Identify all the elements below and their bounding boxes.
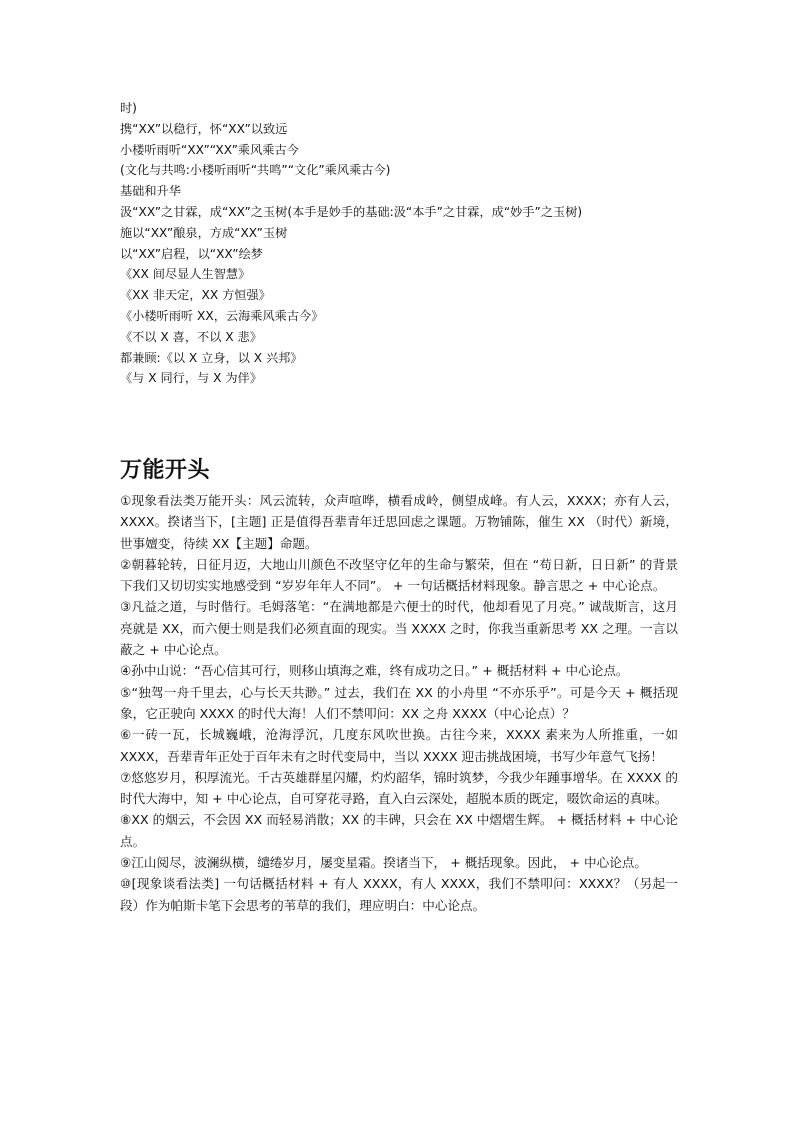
paragraph: ①现象看法类万能开头：风云流转，众声喧哗，横看成岭，侧望成峰。有人云，XXXX；亦有人云，XXXX。揆诸当下，[主题] 正是值得吾辈青年迁思回虑之课题。万物铺陈，催生 XX （时代）新境，世事嬗变，待续 XX【主题】命题。 xyxy=(120,493,678,551)
section-heading: 万能开头 xyxy=(120,458,211,483)
text-line: 施以“XX”酿泉，方成“XX”玉树 xyxy=(120,225,288,240)
text-line: 《小楼听雨听 XX，云海乘风乘古今》 xyxy=(120,308,324,323)
text-line: 携“XX”以稳行，怀“XX”以致远 xyxy=(120,121,288,136)
paragraph: ⑤“独驾一舟千里去，心与长天共渺。” 过去，我们在 XX 的小舟里 “不亦乐乎”。可是今天 + 概括现象，它正驶向 XXXX 的时代大海！人们不禁叩问：XX 之舟 XXXX（中心论点）？ xyxy=(120,684,678,721)
paragraph: ⑧XX 的烟云，不会因 XX 而轻易消散；XX 的丰碑，只会在 XX 中熠熠生辉。 + 概括材料 + 中心论点。 xyxy=(120,812,678,849)
paragraph: ③凡益之道，与时偕行。毛姆落笔：“在满地都是六便士的时代，他却看见了月亮。” 诚哉斯言，这月亮就是 XX，而六便士则是我们必须直面的现实。当 XXXX 之时，你我当重新思考 XX 之理。一言以蔽之 + 中心论点。 xyxy=(120,599,678,658)
paragraph: ⑦悠悠岁月，积厚流光。千古英雄群星闪耀，灼灼韶华，锦时筑梦，今我少年踵事增华。在 XXXX 的时代大海中，知 + 中心论点，自可穿花寻路，直入白云深处，超脱本质的既定，啜饮命运的真味。 xyxy=(120,769,678,807)
text-line: 基础和升华 xyxy=(120,184,181,199)
text-line: 以“XX”启程，以“XX”绘梦 xyxy=(120,246,263,261)
paragraph: ④孙中山说：“吾心信其可行，则移山填海之难，终有成功之日。” + 概括材料 + 中心论点。 xyxy=(120,663,629,679)
text-line: 时) xyxy=(120,101,137,115)
text-line: (文化与共鸣:小楼听雨听“共鸣”“文化”乘风乘古今) xyxy=(120,163,391,178)
text-line: 小楼听雨听“XX”“XX”乘风乘古今 xyxy=(120,142,299,157)
text-line: 《不以 X 喜，不以 X 悲》 xyxy=(120,329,262,344)
paragraph: ⑥一砖一瓦，长城巍峨，沧海浮沉，几度东风吹世换。古往今来，XXXX 素来为人所推重，一如 XXXX，吾辈青年正处于百年未有之时代变局中，当以 XXXX 迎击挑战困境，书写少年意气飞扬！ xyxy=(120,727,678,764)
text-line: 《与 X 同行，与 X 为伴》 xyxy=(120,371,262,386)
paragraph: ⑨江山阅尽，波澜纵横，缱绻岁月，屡变星霜。揆诸当下， + 概括现象。因此， + 中心论点。 xyxy=(120,855,647,871)
text-line: 都兼顾:《以 X 立身，以 X 兴邦》 xyxy=(120,350,303,365)
title-templates-list xyxy=(120,98,680,389)
openings-list xyxy=(120,490,678,916)
paragraph: ②朝暮轮转，日征月迈，大地山川颜色不改坚守亿年的生命与繁荣，但在 “苟日新，日日新” 的背景下我们又切切实实地感受到 “岁岁年年人不同”。 + 一句话概括材料现象。静言思之 + 中心论点。 xyxy=(120,556,678,594)
paragraph: ⑩[现象谈看法类] 一句话概括材料 + 有人 XXXX，有人 XXXX，我们不禁叩问：XXXX？（另起一段）作为帕斯卡笔下会思考的苇草的我们，理应明白：中心论点。 xyxy=(120,876,678,913)
text-line: 汲“XX”之甘霖，成“XX”之玉树(本手是妙手的基础:汲“本手”之甘霖，成“妙手”之玉树) xyxy=(120,204,583,219)
text-line: 《XX 间尽显人生智慧》 xyxy=(120,267,251,282)
text-line: 《XX 非天定，XX 方恒强》 xyxy=(120,288,271,303)
